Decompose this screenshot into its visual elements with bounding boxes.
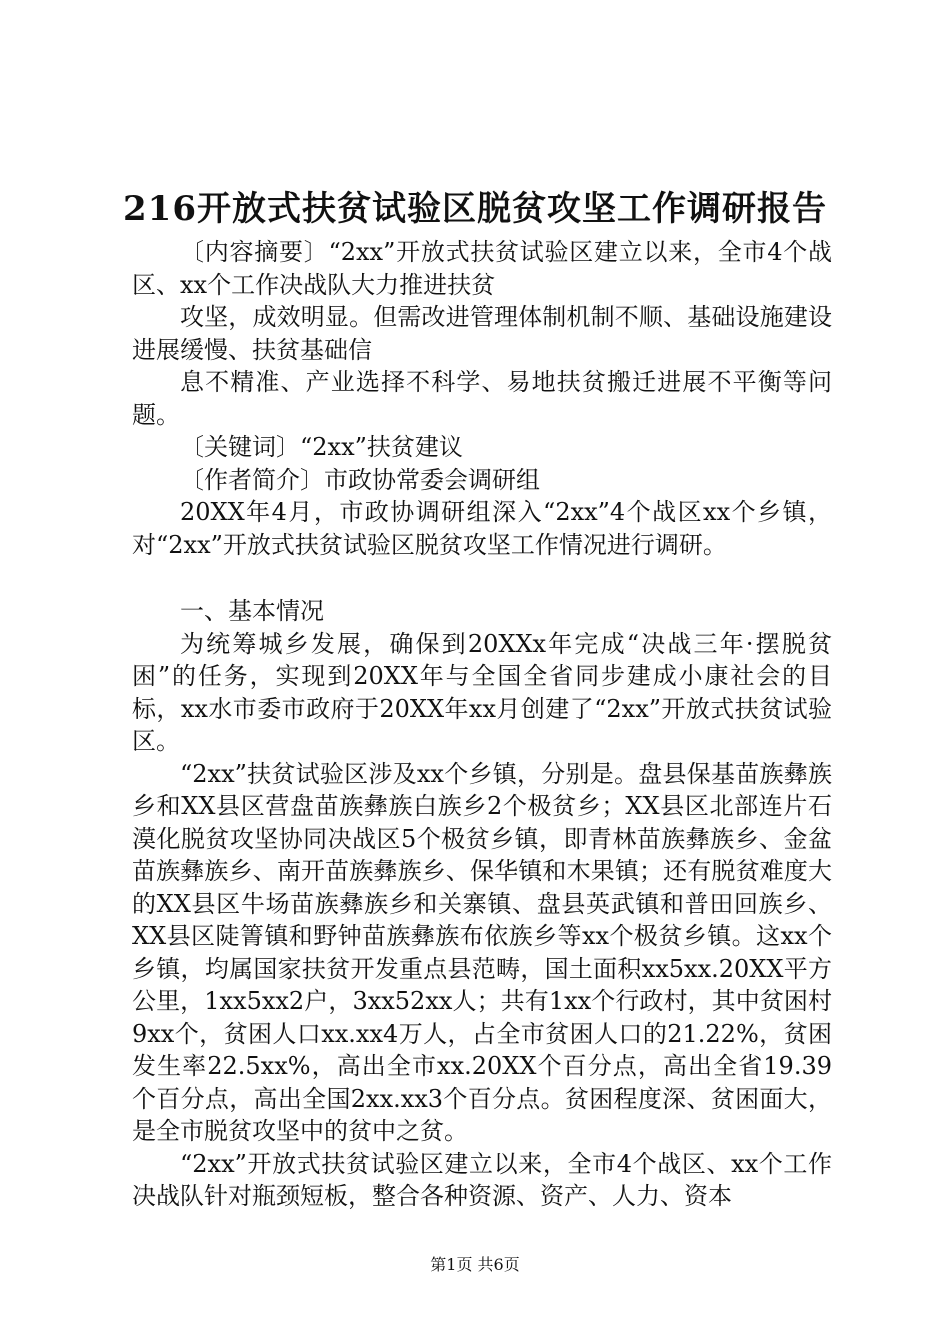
section-heading: 一、基本情况 — [180, 597, 324, 625]
author-line: 〔作者简介〕市政协常委会调研组 — [180, 465, 540, 494]
document-body — [132, 236, 832, 1213]
abstract-paragraph-end: 息不精准、产业选择不科学、易地扶贫搬迁进展不平衡等问题。 — [132, 368, 832, 429]
document-title: 216开放式扶贫试验区脱贫攻坚工作调研报告 — [123, 189, 827, 229]
body-paragraph: “2xx”扶贫试验区涉及xx个乡镇，分别是。盘县保基苗族彝族乡和XX县区营盘苗族彝族白族乡2个极贫乡；XX县区北部连片石漠化脱贫攻坚协同决战区5个极贫乡镇，即青林苗族彝族乡、金盆苗族彝族乡、南开苗族彝族乡、保华镇和木果镇；还有脱贫难度大的XX县区牛场苗族彝族乡和关寨镇、盘县英武镇和普田回族乡、XX县区陡箐镇和野钟苗族彝族布依族乡等xx个极贫乡镇。这xx个乡镇，均属国家扶贫开发重点县范畴，国土面积xx5xx.20XX平方公里，1xx5xx2户，3xx52xx人；共有1xx个行政村，其中贫困村9xx个，贫困人口xx.xx4万人，占全市贫困人口的21.22%，贫困发生率22.5xx%，高出全市xx.20XX个百分点，高出全省19.39个百分点，高出全国2xx.xx3个百分点。贫困程度深、贫困面大，是全市脱贫攻坚中的贫中之贫。 — [132, 759, 832, 1145]
page-footer: 第1页 共6页 — [430, 1255, 520, 1274]
body-paragraph: “2xx”开放式扶贫试验区建立以来，全市4个战区、xx个工作决战队针对瓶颈短板，整合各种资源、资产、人力、资本 — [132, 1149, 832, 1210]
intro-paragraph: 20XX年4月，市政协调研组深入“2xx”4个战区xx个乡镇，对“2xx”开放式扶贫试验区脱贫攻坚工作情况进行调研。 — [132, 498, 832, 559]
abstract-paragraph: 〔内容摘要〕“2xx”开放式扶贫试验区建立以来，全市4个战区、xx个工作决战队大力推进扶贫 — [132, 238, 832, 299]
body-paragraph: 为统筹城乡发展，确保到20XXx年完成“决战三年·摆脱贫困”的任务，实现到20XX年与全国全省同步建成小康社会的目标，xx水市委市政府于20XX年xx月创建了“2xx”开放式扶贫试验区。 — [132, 629, 832, 755]
abstract-paragraph-continued: 攻坚，成效明显。但需改进管理体制机制不顺、基础设施建设进展缓慢、扶贫基础信 — [132, 303, 832, 364]
keywords-line: 〔关键词〕“2xx”扶贫建议 — [180, 433, 463, 461]
